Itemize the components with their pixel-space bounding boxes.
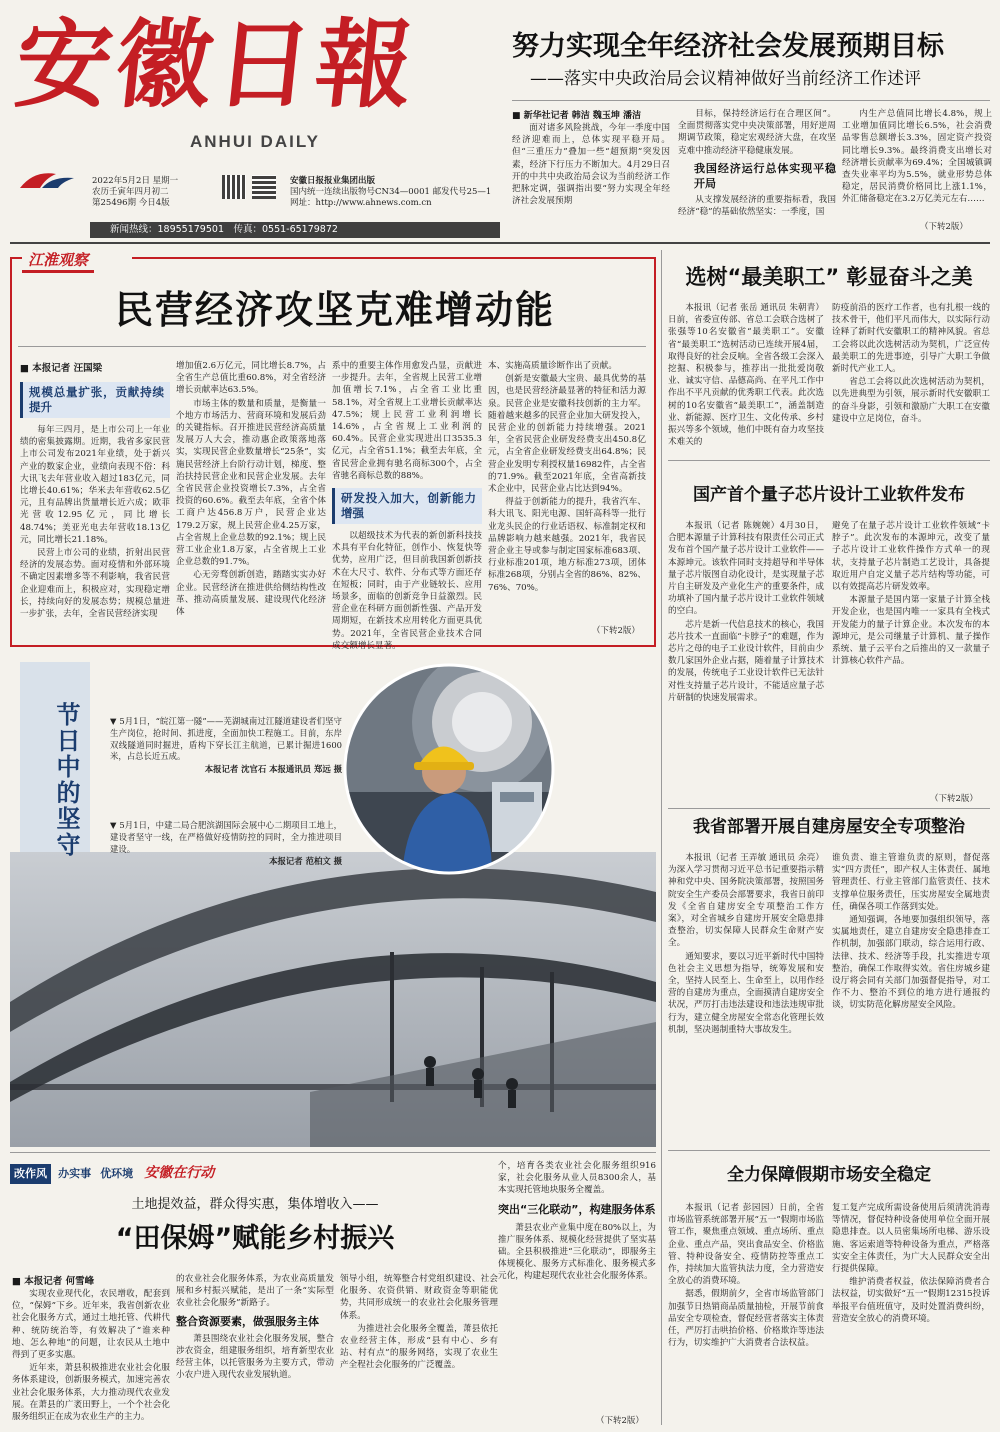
masthead-english: ANHUI DAILY [190,132,320,151]
lead-text: 目标，保持经济运行在合理区间”。全面贯彻落实党中央决策部署，用好逆周期调节政策，稳定宏观经济大盘，在攻坚克难中推动经济平稳健康发展。 [678,109,836,156]
liangzi-headline: 国产首个量子芯片设计工业软件发布 [693,485,965,505]
website: 网址：http://www.ahnews.com.cn [290,198,432,208]
publisher: 安徽日报报业集团出版 [290,176,376,186]
jieri-caption-2 [110,820,342,868]
tianbaomu-continued: （下转2版） [596,1416,644,1426]
xuanshu-headline: 选树“最美职工” 彰显奋斗之美 [685,265,973,289]
issue-info [92,176,222,209]
article-text: 维护消费者权益，依法保障消费者合法权益，切实做好“五一”假期12315投诉举报平台值班值守，及时处置消费纠纷，营造安全放心的消费环境。 [832,1277,990,1324]
tianbaomu-col3 [340,1273,498,1424]
jianghuai-tag [22,250,132,270]
article-text: 每年三四月，是上市公司上一年业绩的密集披露期。近期，我省多家民营上市公司发布2021年业绩，处于新兴产业的数家企业，业绩向表现不俗：科大讯飞去年营业收入超过183亿元，同比增长40.61%；华米去年营收62.5亿元，且有品牌出货量增长近六成；欧菲光营收12.95亿元，同比增长48.74%；美亚光电去年营收18.13亿元，同比增长21.18%。 [20,425,170,545]
cn-number: 国内统一连续出版物号CN34—0001 邮发代号25—1 [290,187,492,197]
article-text: 萧县农业产业集中度在80%以上，为推广服务体系、规模化经营提供了坚实基础。全县积极推进“三化联动”，即服务主体规模化、服务方式标准化、服务模式多元化，构建起现代农业社会化服务体系。 [498,1222,656,1282]
qr-code [252,175,276,199]
lead-byline: ■ 新华社记者 韩洁 魏玉坤 潘洁 [512,111,642,121]
article-text: 谁负责、谁主管谁负责的原则，督促落实“四方责任”，即产权人主体责任、属地管理责任、行业主管部门监管责任、技术支撑单位服务责任，压实房屋安全属地责任，确保各项工作落到实处。 [832,853,990,912]
article-text: 实现农业现代化，农民增收，配套到位，“保姆”下乡。近年来，我省创新农业社会化服务方式，通过土地托管、代耕代种、统防统治等，有效解决了“谁来种地、怎么种地”的问题，让农民从土地中得到了更多实惠。 [12,1289,170,1361]
lead-text: 内生产总值同比增长4.8%，规上工业增加值同比增长6.5%，社会消费品零售总额增长3.3%，固定资产投资同比增长9.3%。最终消费支出增长对经济增长贡献率为69.4%；全国城镇调查失业率平均为5.5%，就业形势总体稳定，居民消费价格同比上涨1.1%，外汇储备稳定在3.2万亿美元左右…… [842,109,992,205]
byline-square-icon: ■ [12,1276,25,1287]
construction-photo [10,852,656,1147]
tianbaomu-col4 [498,1160,656,1416]
caption-credit: 本报记者 范柏文 摄 [269,856,342,867]
lead-text: 从支撑发展经济的重要指标看，我国经济“稳”的基础依然坚实：一季度，国 [678,194,836,218]
article-text: 近年来，萧县积极推进农业社会化服务体系建设，创新服务模式，加速完善农业社会化服务体系，大力推动现代农业发展。在萧县的广袤田野上，一个个社会化服务组织正在成为农业生产的主力。 [12,1363,170,1423]
jianghuai-tag-label: 江淮观察 [22,250,94,273]
tianbaomu-byline: ■ 本报记者 何雪峰 [12,1276,95,1287]
tag-brand: 安徽在行动 [144,1165,215,1181]
tianbaomu-subhead-2: 突出“三化联动”，构建服务体系 [498,1202,656,1216]
caption-text: ▼ 5月1日，“皖江第一隧”——芜湖城南过江隧道建设者们坚守生产岗位，抢时间、抓进度，全面加快工程施工。目前，东岸双线隧道同时掘进，盾构下穿长江主航道，已累计掘进1600米，占总长近五成。 [110,716,343,762]
tunnel-worker-photo [342,662,556,876]
publisher-info [290,176,500,209]
article-text: 据悉，假期前夕，全省市场监管部门加强节日热销商品质量抽检，开展节前食品安全专项检查，督促经营者落实主体责任，严厉打击哄抬价格、价格欺诈等违法行为，切实维护广大消费者合法权益。 [668,1289,824,1349]
tianbaomu-col1 [12,1288,170,1424]
lead-col3 [842,108,992,218]
anquan-headline: 全力保障假期市场安全稳定 [727,1165,931,1185]
article-text: 本源量子是国内第一家量子计算全栈开发企业，也是国内唯一一家具有全栈式开发能力的量子计算企业。本次发布的本源坤元，是公司继量子计算机、量子操作系统、量子云平台之后推出的又一款量子计算核心软件产品。 [832,595,990,667]
lead-text: 面对诸多风险挑战，今年一季度中国经济迎难而上，总体实现平稳开局。但“三重压力”叠加一些“超预期”突发因素，经济下行压力不断加大。4月29日召开的中共中央政治局会议为当前经济工作把脉定调，强调指出要“努力实现全年经济社会发展预期 [512,123,670,207]
caption-text: ▼ 5月1日，中建二局合肥滨湖国际会展中心二期项目工地上，建设者坚守一线，在严格做好疫情防控的同时，全力推进项目建设。 [110,820,342,854]
jianghuai-col2 [176,360,326,638]
article-text: 为推进社会化服务全覆盖，萧县依托农业经营主体，形成“县有中心、乡有站、村有点”的服务网络，实现了农业生产全程社会化服务的广泛覆盖。 [340,1323,498,1371]
tianbaomu-tags [10,1162,310,1184]
tag-item: 改作风 [10,1164,51,1184]
tianbaomu-headline: “田保姆”赋能乡村振兴 [115,1223,395,1254]
article-text: 增加值2.6万亿元，同比增长8.7%，占全省生产总值比重60.8%，对全省经济增长贡献率达63.5%。 [176,361,326,396]
xuanshu-col2 [832,302,990,452]
article-text: 本报讯（记者 彭园园）日前，全省市场监管系统部署开展“五一”假期市场监管工作，聚焦重点领域、重点场所、重点企业、重点产品，突出食品安全、价格监管、特种设备安全、疫情防控等重点工作，持续加大监管执法力度，全力营造安全放心的消费环境。 [668,1203,824,1287]
article-text: 个，培育各类农业社会化服务组织916家，社会化服务从业人员8300余人，基本实现托管地块服务全覆盖。 [498,1161,656,1196]
liangzi-continued: （下转2版） [930,794,978,804]
jianghuai-headline: 民营经济攻坚克难增动能 [114,288,555,332]
article-text: 市场主体的数量和质量，是衡量一个地方市场活力、营商环境和发展后劲的关键指标。召开推进民营经济高质量发展万人大会，推动惠企政策落地落实，实现民营企业数量增长“25条”，实施民营经济上台阶行动计划，梯度、整治扶持民营企业和民营企业发展。去年全省民营企业投资增长7.3%，占全省投资的60.6%。截至去年底，全省个体工商户达456.8万户，民营企业达179.2万家，规上民营企业4.25万家，占全省规上企业总数的92.1%；规上民营工业企业1.8万家，占全省规上工业企业总数的91.7%。 [176,398,326,568]
jianghuai-col1 [20,376,170,638]
article-text: 防疫前沿的医疗工作者，也有扎根一线的技术骨干，他们平凡而伟大，以实际行动诠释了新时代安徽职工的精神风貌。省总工会将以此次选树活动为契机，广泛宣传最美职工的先进事迹，引导广大职工争做新时代产业工人。 [832,303,990,375]
article-text: 通知强调，各地要加强组织领导，落实属地责任，建立自建房安全隐患排查工作机制，加强部门联动，综合运用行政、法律、技术、经济等手段，扎实推进专项整治，确保工作取得实效。省住房城乡建设厅将会同有关部门加强督促指导，对工作不力、整治不到位的地方进行通报约谈，切实防范化解房屋安全风险。 [832,915,990,1011]
article-text: 萧县围绕农业社会化服务发展，整合涉农资金，组建服务组织，培育新型农业经营主体，以托管服务为主要方式，带动小农户进入现代农业发展轨道。 [176,1333,334,1381]
anquan-col2 [832,1202,990,1424]
anquan-col1 [668,1202,824,1424]
jianghuai-col3 [332,360,482,651]
tianbaomu-col2 [176,1273,334,1424]
article-text: 民营上市公司的业绩，折射出民营经济的发展态势。面对疫情和外部环境不确定因素增多等不利影响，我省民营企业迎难而上，积极应对，实现稳定增长，持续向好的发展态势；规模总量进一步扩张，去年，全省民营经济实现 [20,548,170,620]
article-text: 创新是安徽最大宝贵、最具优势的基因，也是民营经济最显著的特征和活力源泉。民营企业是安徽科技创新的主力军。随着越来越多的民营企业加大研发投入，民营企业的创新能力持续增强。2021年，全省民营企业研发经费支出450.8亿元，占全省企业研发经费支出64.8%；民营企业发明专利授权量16982件，占全省的71.9%。截至2021年底，全省高新技术企业中，民营企业占比达到94%。 [488,374,646,495]
lead-headline: 努力实现全年经济社会发展预期目标 [512,31,944,62]
masthead-title: 安徽日報 [10,8,423,121]
article-text: 避免了在量子芯片设计工业软件领域“卡脖子”。此次发布的本源坤元，改变了量子芯片设计工业软件操作方式单一的现状，支持量子芯片制造工艺设计，具备提取近用户自定义量子芯片结构等功能，可以有效提高芯片研发效率。 [832,521,990,593]
zijian-col2 [832,852,990,1142]
lead-col2 [678,108,836,230]
article-text: 本报讯（记者 张岳 通讯员 朱朝青）日前，省委宣传部、省总工会联合选树了张强等10名安徽省“最美职工”。安徽省“最美职工”选树活动已连续开展4届，取得良好的社会反响。全省各级工会深入挖掘、积极参与，推荐出一批批爱岗敬业、诚实守信、品德高尚、在平凡工作中作出不平凡贡献的优秀职工代表。此次选树的10名安徽省“最美职工”，涵盖制造业、新能源、医疗卫生、文化传承、乡村振兴等多个领域，他们中既有奋力攻坚技术难关的 [668,303,824,448]
qr-code [222,175,246,199]
hotline-bar [90,222,500,238]
article-text: 省总工会将以此次选树活动为契机，以先进典型为引领，展示新时代安徽职工的奋斗身影，引领和激励广大职工在安徽建设中立足岗位，奋斗。 [832,377,990,424]
jianghuai-continued: （下转2版） [592,626,640,636]
article-text: 本、实施高质量诊断作出了贡献。 [488,361,617,371]
lead-subheadline: ——落实中央政治局会议精神做好当前经济工作述评 [530,69,921,89]
tag-item: 办实事 [58,1167,92,1180]
jianghuai-col4 [488,360,646,622]
jianghuai-subhead-2: 研发投入加大，创新能力增强 [332,488,482,524]
lead-subhead: 我国经济运行总体实现平稳开局 [694,161,836,190]
lead-continued: （下转2版） [920,222,968,232]
byline-square-icon: ■ [20,363,33,374]
lead-col1 [512,122,670,230]
article-text: 以超级技术为代表的新创新科技技术具有平台化特征，创作小、恢复快等优势，应用广泛，但目前我国新创新技术在大尺寸、软件、分布式等方面还存在短板；同时，由于产业链较长、应用场景多，面临的创新竞争日益激烈。民营企业在科研方面创新性强、产品开发周期短，在新技术应用转化方面更具优势。2021年，全省民营企业技术合同成交额增长显著。 [332,531,482,651]
xuanshu-col1 [668,302,824,452]
article-text: 领导小组，统筹整合村党组织建设、社会化服务、农资供销、财政资金等职能优势，共同形成统一的农业社会化服务管理体系。 [340,1274,498,1321]
tag-item: 优环境 [100,1167,134,1180]
zijian-col1 [668,852,824,1142]
article-text: 系中的重要主体作用愈发凸显，贡献进一步提升。去年，全省规上民营工业增加值增长7.1%，占全省工业比重58.1%，对全省规上工业增长贡献率达47.5%；规上民营工业利润增长14.6%，占全省规上工业利润的60.4%。民营企业实现进出口3535.3亿元，占全省51.1%；截至去年底，全省民营企业拥有驰名商标300个，占全省驰名商标总数的88%。 [332,361,482,481]
tianbaomu-kicker: 土地提效益，群众得实惠，集体增收入—— [131,1197,379,1212]
hotline-text: 新闻热线：18955179501 传真：0551-65179872 [110,224,338,235]
issue-date: 2022年5月2日 星期一 [92,176,179,186]
jieri-caption-1 [110,716,342,776]
article-text: 得益于创新能力的提升，我省汽车、科大讯飞、阳光电源、国轩高科等一批行业龙头民企的行业话语权、标准制定权和品牌影响力越来越强。2021年，我省民营企业主导或参与制定国家标准683项、行业标准201项，地方标准273项，团体标准268项，分别占全省的86%、82%、76%、70%。 [488,497,646,593]
jieri-photo-feature [10,662,656,1147]
article-text: 本报讯（记者 王弄敏 通讯员 余亮）为深入学习贯彻习近平总书记重要指示精神和党中央、国务院决策部署，按照国务院安全生产委员会部署要求，我省日前印发《全省自建房安全专项整治工作方案》，对全省城乡自建房开展安全隐患排查整治，切实保障人民群众生命财产安全。 [668,853,824,949]
article-text: 心无旁骛创新创造，踏踏实实办好企业。民营经济在推进供给侧结构性改革、推动高质量发展、建设现代化经济体 [176,570,326,618]
jianghuai-byline: ■ 本报记者 汪国梁 [20,363,103,374]
article-text: 本报讯（记者 陈婉婉）4月30日，合肥本源量子计算科技有限责任公司正式发布首个国产量子芯片设计工业软件——本源坤元。该软件同时支持超导和半导体量子芯片版图自动化设计，是实现量子芯片自主研发及产业化生产的重要条件，成功填补了国内量子芯片设计工业软件领域的空白。 [668,521,824,617]
liangzi-col1 [668,520,824,802]
article-text: 芯片是新一代信息技术的核心，我国芯片技术一直面临“卡脖子”的难题，作为芯片之母的电子工业设计软件，目前由少数几家国外企业占据，随着量子计算技术的发展，传统电子工业设计软件已无法针对性支持量子芯片设计，不能适应量子芯片研制的快速发展需求。 [668,619,824,703]
jianghuai-subhead-1: 规模总量扩张，贡献持续提升 [20,382,170,418]
issue-lunar: 农历壬寅年四月初二 [92,187,169,197]
article-text: 的农业社会化服务体系，为农业高质量发展和乡村振兴赋能，是出了一条“实际型农业社会化服务”新路子。 [176,1274,334,1309]
caption-credit: 本报记者 沈官石 本报通讯员 郑远 摄 [204,764,342,775]
newspaper-logo [16,168,78,192]
jieri-title: 节日中的坚守 [52,702,80,858]
article-text: 复工复产完成所需设备使用后须清洗消毒等情况，督促特种设备使用单位全面开展隐患排查。以人员密集场所电梯、游乐设施、客运索道等特种设备为重点，严格落实安全主体责任，为广大人民群众安全出行提供保障。 [832,1203,990,1275]
article-text: 通知要求，要以习近平新时代中国特色社会主义思想为指导，统筹发展和安全，坚持人民至上、生命至上，以用作经营的自建房为重点，全面摸清自建房安全状况，严厉打击违法建设和违法违规审批行为，建立健全房屋安全常态化管理长效机制，坚决遏制重特大事故发生。 [668,951,824,1035]
zijian-headline: 我省部署开展自建房屋安全专项整治 [693,817,965,837]
issue-number: 第25496期 今日4版 [92,198,170,208]
byline-square-icon: ■ [512,111,524,121]
liangzi-col2 [832,520,990,790]
tianbaomu-subhead-1: 整合资源要素，做强服务主体 [176,1314,319,1328]
